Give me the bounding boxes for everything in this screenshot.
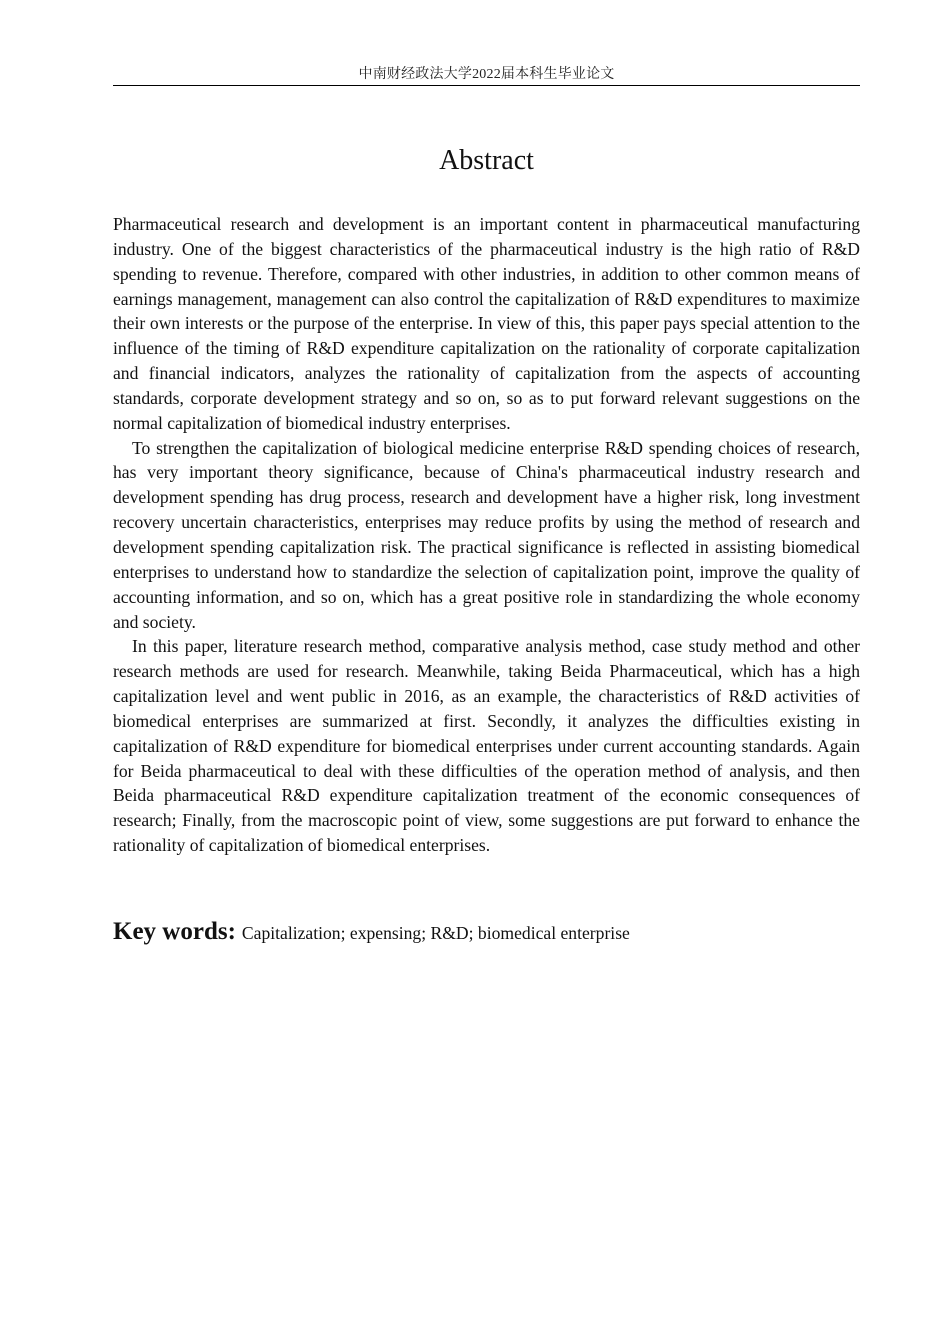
abstract-paragraph-3: In this paper, literature research method, comparative analysis method, case study method and other research methods are used for research. Meanwhile, taking Beida Pharmaceutical, which has a high capitalization level and went public in 2016, as an example, the characteristics of R&D activities of biomedical enterprises are summarized at first. Secondly, it analyzes the difficulties existing in capitalization of R&D expenditure for biomedical enterprises under current accounting standards. Again for Beida pharmaceutical to deal with these difficulties of the operation method of analysis, and then Beida pharmaceutical R&D expenditure capitalization treatment of the economic consequences of research; Finally, from the macroscopic point of view, some suggestions are put forward to enhance the rationality of capitalization of biomedical enterprises. [113, 636, 860, 856]
keywords-line [113, 917, 860, 948]
running-header: 中南财经政法大学2022届本科生毕业论文 [358, 67, 615, 82]
abstract-paragraph-2: To strengthen the capitalization of biological medicine enterprise R&D spending choices of research, has very important theory significance, because of China's pharmaceutical industry research and development spending has drug process, research and development have a higher risk, long investment recovery uncertain characteristics, enterprises may reduce profits by using the method of research and development spending capitalization risk. The practical significance is reflected in assisting biomedical enterprises to understand how to standardize the selection of capitalization point, improve the quality of accounting information, and so on, which has a great positive role in standardizing the whole economy and society. [113, 437, 860, 632]
abstract-title: Abstract [439, 145, 534, 176]
abstract-paragraph-1: Pharmaceutical research and development is an important content in pharmaceutical manufacturing industry. One of the biggest characteristics of the pharmaceutical industry is the high ratio of R&D spending to revenue. Therefore, compared with other industries, in addition to other common means of earnings management, management can also control the capitalization of R&D expenditures to maximize their own interests or the purpose of the enterprise. In view of this, this paper pays special attention to the influence of the timing of R&D expenditure capitalization on the rationality of corporate capitalization and financial indicators, analyzes the rationality of capitalization from the aspects of accounting standards, corporate development strategy and so on, so as to put forward relevant suggestions on the normal capitalization of biomedical industry enterprises. [113, 214, 860, 433]
keywords-label: Key words: [113, 918, 236, 945]
abstract-body [113, 212, 860, 858]
header-rule [113, 85, 860, 86]
keywords-value: Capitalization; expensing; R&D; biomedical enterprise [241, 923, 630, 943]
